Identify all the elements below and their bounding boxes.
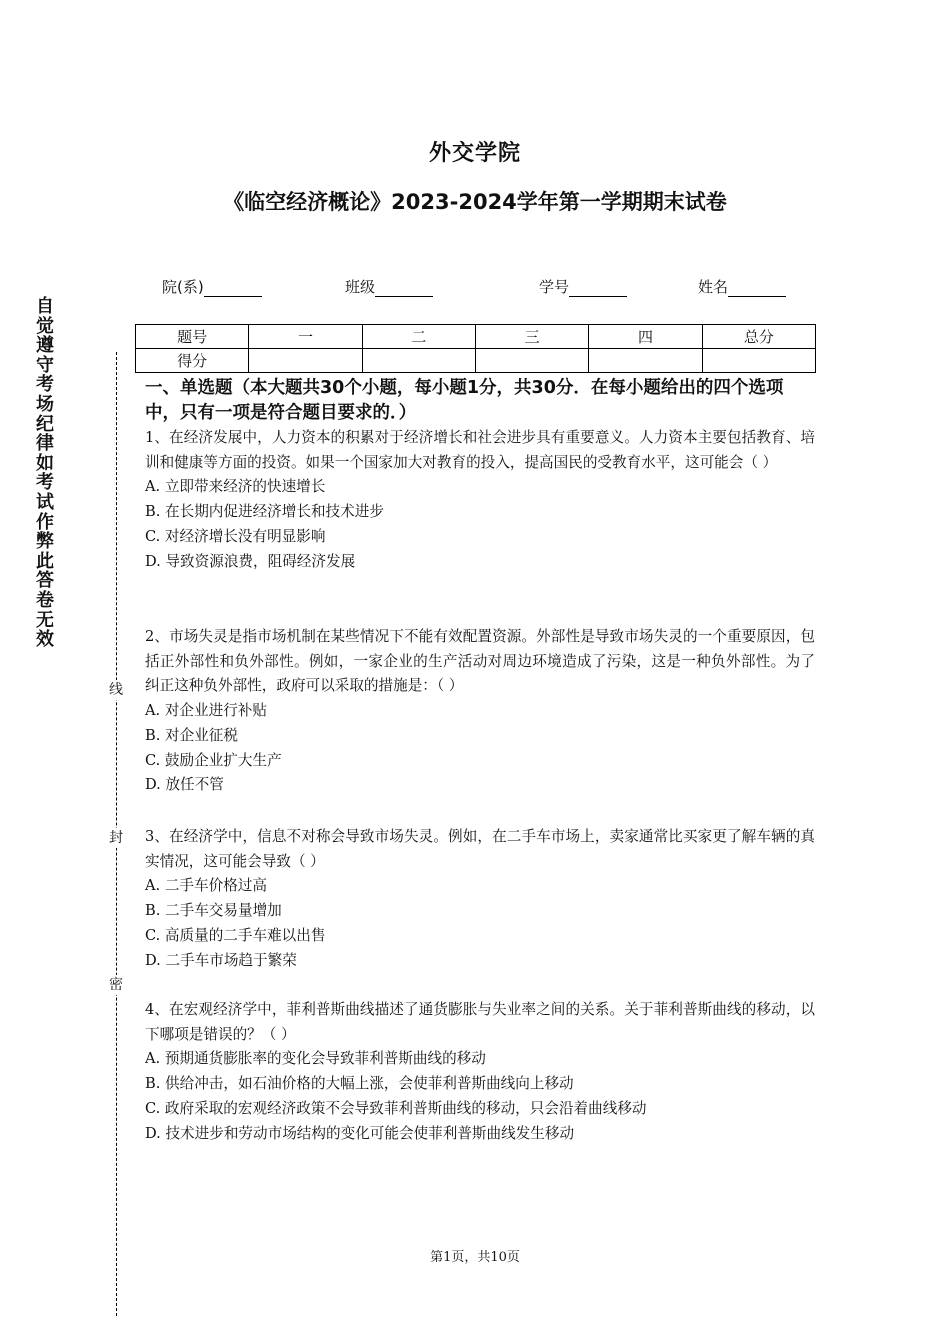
score-cell[interactable] [475,349,588,373]
header-cell: 二 [362,325,475,349]
option-b[interactable]: B. 对企业征税 [145,726,238,744]
option-b[interactable]: B. 在长期内促进经济增长和技术进步 [145,503,384,521]
score-cell[interactable] [589,349,702,373]
page-number: 第1页，共10页 [430,1250,520,1265]
name-field[interactable] [698,276,786,297]
binding-mark-line: 线 [106,680,126,700]
option-a[interactable]: A. 对企业进行补贴 [145,702,267,720]
score-cell[interactable] [362,349,475,373]
exam-title: 《临空经济概论》2023-2024学年第一学期期末试卷 [223,190,727,214]
header-cell: 总分 [702,325,815,349]
class-label: 班级 [345,278,376,296]
option-b[interactable]: B. 二手车交易量增加 [145,902,282,920]
score-table [135,324,816,373]
option-a[interactable]: A. 二手车价格过高 [145,877,267,895]
department-label: 院(系) [162,278,204,296]
option-a[interactable]: A. 预期通货膨胀率的变化会导致菲利普斯曲线的移动 [145,1050,486,1068]
option-c[interactable]: C. 鼓励企业扩大生产 [145,751,282,769]
name-blank[interactable] [728,280,786,297]
class-blank[interactable] [375,280,433,297]
score-cell[interactable] [702,349,815,373]
question-4 [145,998,815,1146]
option-c[interactable]: C. 政府采取的宏观经济政策不会导致菲利普斯曲线的移动，只会沿着曲线移动 [145,1099,647,1117]
side-warning: 自觉遵守考场纪律如考试作弊此答卷无效 [36,296,54,651]
section-heading: 一、单选题（本大题共30个小题，每小题1分，共30分．在每小题给出的四个选项中，只有一项是符合题目要求的．） [145,378,784,423]
score-table-header-row [136,325,816,349]
score-cell[interactable] [249,349,362,373]
option-d[interactable]: D. 二手车市场趋于繁荣 [145,951,297,969]
option-d[interactable]: D. 导致资源浪费，阻碍经济发展 [145,552,356,570]
header-cell: 一 [249,325,362,349]
student-id-blank[interactable] [569,280,627,297]
score-row-label: 得分 [136,349,249,373]
option-d[interactable]: D. 放任不管 [145,776,224,794]
student-id-field[interactable] [539,276,627,297]
header-cell: 题号 [136,325,249,349]
header-cell: 四 [589,325,702,349]
question-2 [145,625,815,798]
question-stem: 1、在经济发展中，人力资本的积累对于经济增长和社会进步具有重要意义。人力资本主要包括教育、培训和健康等方面的投资。如果一个国家加大对教育的投入，提高国民的受教育水平，这可能会（ ） [145,429,815,471]
question-3 [145,825,815,973]
class-field[interactable] [345,276,433,297]
option-b[interactable]: B. 供给冲击，如石油价格的大幅上涨，会使菲利普斯曲线向上移动 [145,1075,574,1093]
question-stem: 4、在宏观经济学中，菲利普斯曲线描述了通货膨胀与失业率之间的关系。关于菲利普斯曲线的移动，以下哪项是错误的？（ ） [145,1001,815,1043]
question-1 [145,426,815,574]
option-c[interactable]: C. 对经济增长没有明显影响 [145,527,326,545]
option-a[interactable]: A. 立即带来经济的快速增长 [145,478,326,496]
option-c[interactable]: C. 高质量的二手车难以出售 [145,926,326,944]
binding-mark-secret: 密 [106,975,126,995]
department-field[interactable] [162,276,262,297]
school-name: 外交学院 [428,141,521,166]
header-cell: 三 [475,325,588,349]
option-d[interactable]: D. 技术进步和劳动市场结构的变化可能会使菲利普斯曲线发生移动 [145,1124,575,1142]
binding-mark-seal: 封 [106,828,126,848]
student-id-label: 学号 [539,278,570,296]
question-stem: 2、市场失灵是指市场机制在某些情况下不能有效配置资源。外部性是导致市场失灵的一个重要原因，包括正外部性和负外部性。例如，一家企业的生产活动对周边环境造成了污染，这是一种负外部性。为了纠正这种负外部性，政府可以采取的措施是：（ ） [145,628,815,695]
department-blank[interactable] [204,280,262,297]
question-stem: 3、在经济学中，信息不对称会导致市场失灵。例如，在二手车市场上，卖家通常比买家更了解车辆的真实情况，这可能会导致（ ） [145,828,815,870]
score-table-score-row [136,349,816,373]
name-label: 姓名 [698,278,729,296]
